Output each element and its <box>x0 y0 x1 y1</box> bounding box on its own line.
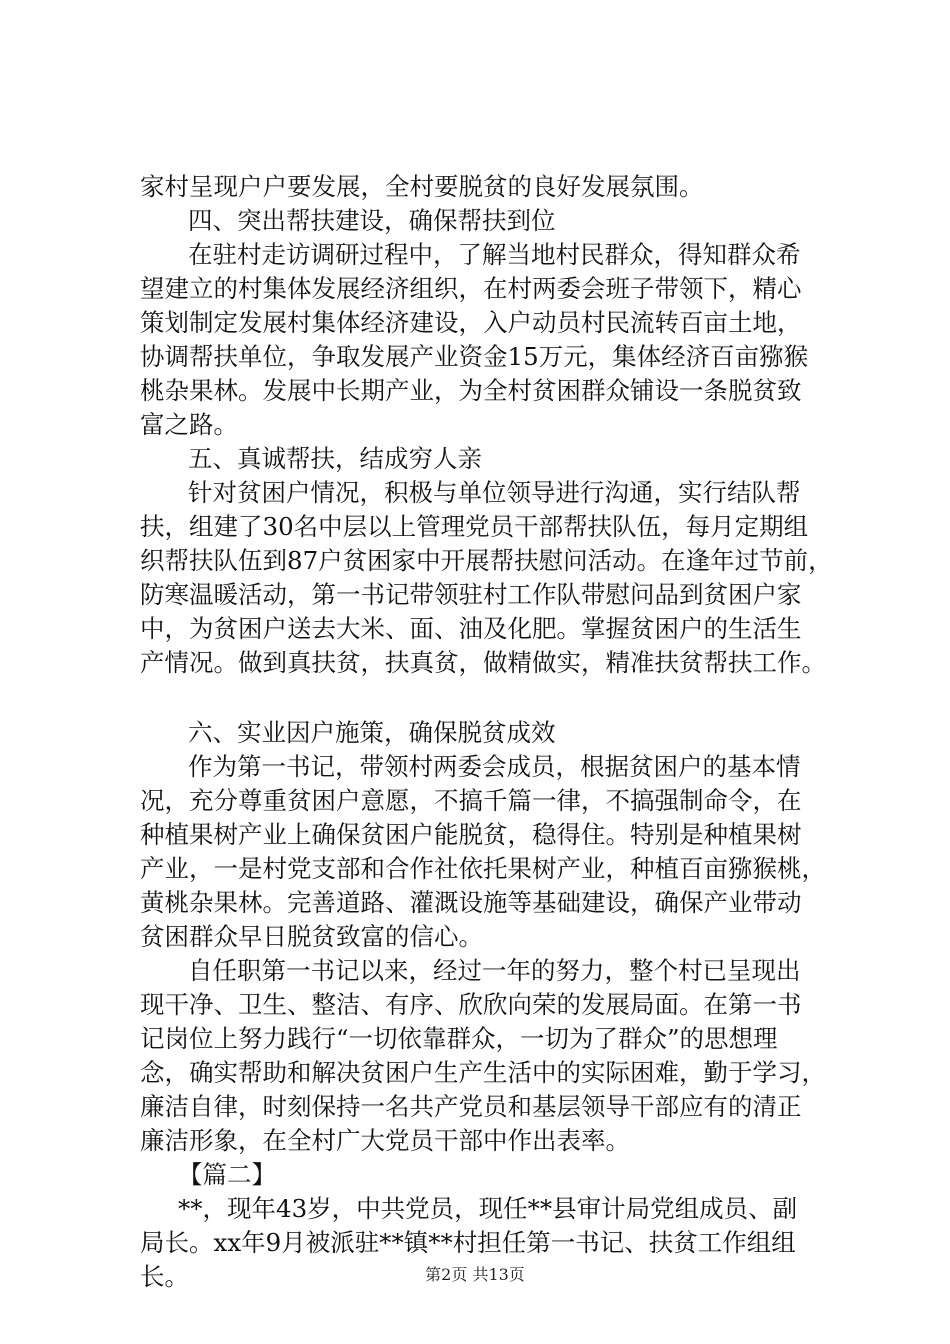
paragraph-line: 产业，一是村党支部和合作社依托果树产业，种植百亩猕猴桃， <box>140 854 826 883</box>
paragraph-line: **，现年43岁，中共党员，现任**县审计局党组成员、副 <box>178 1194 798 1223</box>
paragraph-line: 望建立的村集体发展经济组织，在村两委会班子带领下，精心 <box>140 274 802 303</box>
section-heading-6: 六、实业因户施策，确保脱贫成效 <box>188 718 556 747</box>
paragraph-line: 种植果树产业上确保贫困户能脱贫，稳得住。特别是种植果树 <box>140 820 802 849</box>
paragraph-line: 作为第一书记，带领村两委会成员，根据贫困户的基本情 <box>188 752 801 781</box>
section-heading-4: 四、突出帮扶建设，确保帮扶到位 <box>188 206 556 235</box>
part-heading: 【篇二】 <box>178 1160 276 1189</box>
paragraph-line: 记岗位上努力践行“一切依靠群众，一切为了群众”的思想理 <box>140 1024 778 1053</box>
paragraph-line: 织帮扶队伍到87户贫困家中开展帮扶慰问活动。在逢年过节前， <box>140 546 833 575</box>
paragraph-line: 廉洁自律，时刻保持一名共产党员和基层领导干部应有的清正 <box>140 1092 802 1121</box>
paragraph-line: 产情况。做到真扶贫，扶真贫，做精做实，精准扶贫帮扶工作。 <box>140 648 826 677</box>
paragraph-line: 协调帮扶单位，争取发展产业资金15万元，集体经济百亩猕猴 <box>140 342 809 371</box>
paragraph-gap <box>140 680 840 716</box>
paragraph-line: 家村呈现户户要发展，全村要脱贫的良好发展氛围。 <box>140 172 704 201</box>
paragraph-line: 防寒温暖活动，第一书记带领驻村工作队带慰问品到贫困户家 <box>140 580 802 609</box>
paragraph-line: 中，为贫困户送去大米、面、油及化肥。掌握贫困户的生活生 <box>140 614 802 643</box>
page-number-footer: 第2页 共13页 <box>425 1265 525 1284</box>
paragraph-line: 长。 <box>140 1262 189 1291</box>
paragraph-line: 策划制定发展村集体经济建设，入户动员村民流转百亩土地， <box>140 308 802 337</box>
paragraph-line: 针对贫困户情况，积极与单位领导进行沟通，实行结队帮 <box>188 478 801 507</box>
paragraph-line: 扶，组建了30名中层以上管理党员干部帮扶队伍，每月定期组 <box>140 512 809 541</box>
paragraph-line: 贫困群众早日脱贫致富的信心。 <box>140 922 483 951</box>
paragraph-line: 现干净、卫生、整洁、有序、欣欣向荣的发展局面。在第一书 <box>140 990 802 1019</box>
paragraph-line: 况，充分尊重贫困户意愿，不搞千篇一律，不搞强制命令，在 <box>140 786 802 815</box>
section-heading-5: 五、真诚帮扶，结成穷人亲 <box>188 444 482 473</box>
paragraph-line: 在驻村走访调研过程中，了解当地村民群众，得知群众希 <box>188 240 801 269</box>
paragraph-line: 黄桃杂果林。完善道路、灌溉设施等基础建设，确保产业带动 <box>140 888 802 917</box>
paragraph-line: 念，确实帮助和解决贫困户生产生活中的实际困难，勤于学习， <box>140 1058 826 1087</box>
paragraph-line: 桃杂果林。发展中长期产业，为全村贫困群众铺设一条脱贫致 <box>140 376 802 405</box>
paragraph-line: 富之路。 <box>140 410 238 439</box>
paragraph-line: 廉洁形象，在全村广大党员干部中作出表率。 <box>140 1126 630 1155</box>
paragraph-line: 局长。xx年9月被派驻**镇**村担任第一书记、扶贫工作组组 <box>140 1228 796 1257</box>
paragraph-line: 自任职第一书记以来，经过一年的努力，整个村已呈现出 <box>188 956 801 985</box>
document-body <box>140 170 840 1294</box>
